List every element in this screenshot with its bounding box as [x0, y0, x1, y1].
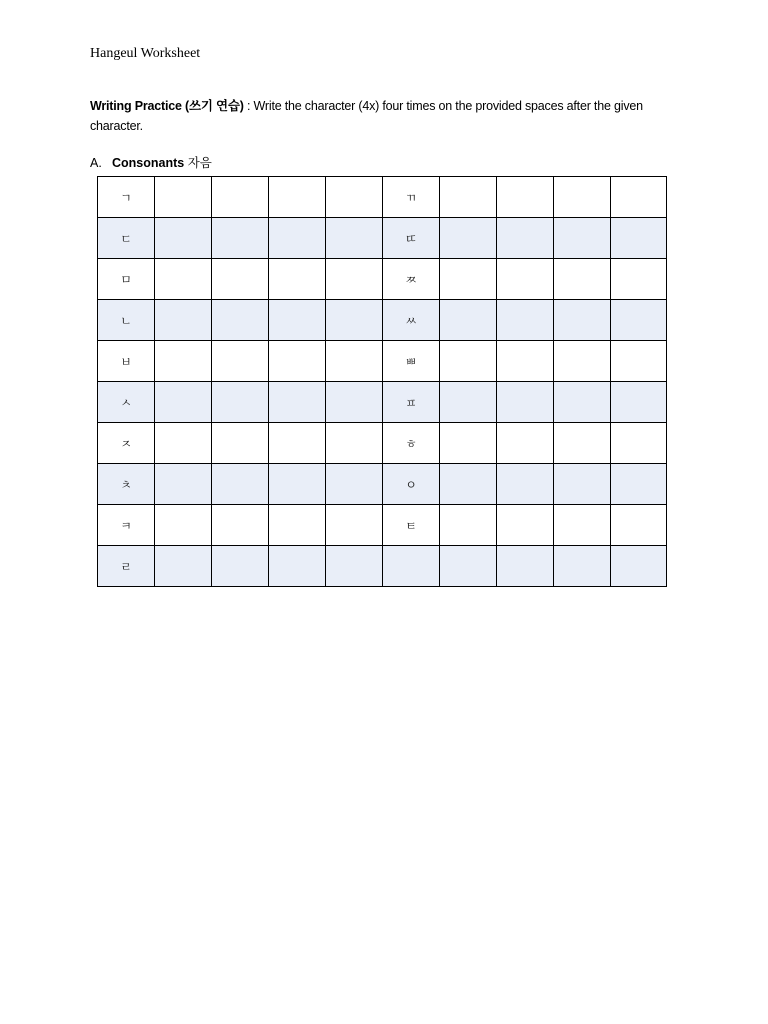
grid-row — [98, 341, 667, 382]
practice-cell[interactable] — [611, 505, 667, 546]
practice-cell[interactable] — [440, 300, 497, 341]
given-character-cell: ㅍ — [383, 382, 440, 423]
practice-cell[interactable] — [497, 546, 554, 587]
grid-row — [98, 300, 667, 341]
practice-cell[interactable] — [212, 300, 269, 341]
grid-row — [98, 423, 667, 464]
section-letter: A. — [90, 156, 102, 170]
practice-cell[interactable] — [611, 423, 667, 464]
practice-cell[interactable] — [155, 341, 212, 382]
section-heading — [90, 154, 212, 172]
practice-cell[interactable] — [155, 423, 212, 464]
practice-cell[interactable] — [554, 341, 611, 382]
given-character-cell: ㅉ — [383, 259, 440, 300]
practice-cell[interactable] — [440, 505, 497, 546]
practice-cell[interactable] — [611, 341, 667, 382]
practice-cell[interactable] — [611, 464, 667, 505]
practice-cell[interactable] — [440, 423, 497, 464]
practice-cell[interactable] — [497, 382, 554, 423]
given-character-cell: ㅎ — [383, 423, 440, 464]
practice-cell[interactable] — [554, 218, 611, 259]
grid-row — [98, 259, 667, 300]
given-character-cell: ㄸ — [383, 218, 440, 259]
practice-cell[interactable] — [497, 464, 554, 505]
practice-cell[interactable] — [269, 382, 326, 423]
practice-cell[interactable] — [611, 177, 667, 218]
given-character-cell: ㅋ — [98, 505, 155, 546]
practice-cell[interactable] — [269, 341, 326, 382]
practice-cell[interactable] — [155, 382, 212, 423]
grid-row — [98, 464, 667, 505]
given-character-cell: ㄲ — [383, 177, 440, 218]
practice-cell[interactable] — [611, 259, 667, 300]
practice-cell[interactable] — [155, 177, 212, 218]
practice-cell[interactable] — [554, 546, 611, 587]
practice-cell[interactable] — [611, 218, 667, 259]
practice-cell[interactable] — [611, 546, 667, 587]
practice-cell[interactable] — [326, 341, 383, 382]
grid-row — [98, 546, 667, 587]
instructions — [90, 96, 690, 136]
section-title: Consonants — [112, 156, 185, 170]
given-character-cell: ㄴ — [98, 300, 155, 341]
practice-cell[interactable] — [497, 177, 554, 218]
practice-cell[interactable] — [497, 423, 554, 464]
practice-cell[interactable] — [326, 423, 383, 464]
practice-cell[interactable] — [554, 300, 611, 341]
practice-cell[interactable] — [554, 423, 611, 464]
practice-cell[interactable] — [155, 300, 212, 341]
practice-cell[interactable] — [212, 218, 269, 259]
given-character-cell: ㅈ — [98, 423, 155, 464]
grid-body — [98, 177, 667, 587]
practice-cell[interactable] — [155, 218, 212, 259]
practice-cell[interactable] — [212, 546, 269, 587]
practice-cell[interactable] — [497, 218, 554, 259]
practice-cell[interactable] — [155, 259, 212, 300]
practice-cell[interactable] — [497, 505, 554, 546]
practice-cell[interactable] — [440, 218, 497, 259]
given-character-cell: ㄷ — [98, 218, 155, 259]
practice-cell[interactable] — [155, 464, 212, 505]
practice-cell[interactable] — [611, 300, 667, 341]
practice-cell[interactable] — [155, 546, 212, 587]
practice-cell[interactable] — [155, 505, 212, 546]
practice-cell[interactable] — [326, 382, 383, 423]
given-character-cell — [383, 546, 440, 587]
practice-cell[interactable] — [440, 259, 497, 300]
grid-row — [98, 177, 667, 218]
instructions-lead: Writing Practice (쓰기 연습) — [90, 99, 244, 113]
practice-cell[interactable] — [212, 259, 269, 300]
practice-cell[interactable] — [326, 300, 383, 341]
practice-cell[interactable] — [611, 382, 667, 423]
practice-cell[interactable] — [554, 464, 611, 505]
practice-cell[interactable] — [497, 341, 554, 382]
grid-row — [98, 218, 667, 259]
given-character-cell: ㅆ — [383, 300, 440, 341]
practice-cell[interactable] — [269, 218, 326, 259]
practice-cell[interactable] — [554, 505, 611, 546]
practice-cell[interactable] — [269, 546, 326, 587]
given-character-cell: ㅊ — [98, 464, 155, 505]
practice-cell[interactable] — [497, 259, 554, 300]
practice-cell[interactable] — [440, 546, 497, 587]
practice-cell[interactable] — [212, 382, 269, 423]
practice-cell[interactable] — [554, 259, 611, 300]
given-character-cell: ㅃ — [383, 341, 440, 382]
worksheet-header: Hangeul Worksheet — [90, 46, 201, 61]
given-character-cell: ㅁ — [98, 259, 155, 300]
practice-cell[interactable] — [326, 218, 383, 259]
practice-cell[interactable] — [269, 464, 326, 505]
instructions-text: : Write the character (4x) four times on the provided spaces after the given character. — [90, 99, 643, 133]
practice-cell[interactable] — [212, 505, 269, 546]
practice-cell[interactable] — [440, 464, 497, 505]
practice-cell[interactable] — [212, 341, 269, 382]
given-character-cell: ㅅ — [98, 382, 155, 423]
practice-cell[interactable] — [326, 505, 383, 546]
given-character-cell: ㄹ — [98, 546, 155, 587]
section-korean: 자음 — [187, 156, 212, 170]
practice-cell[interactable] — [269, 505, 326, 546]
practice-cell[interactable] — [554, 177, 611, 218]
practice-cell[interactable] — [326, 546, 383, 587]
practice-cell[interactable] — [269, 177, 326, 218]
consonant-practice-grid — [97, 176, 667, 587]
practice-cell[interactable] — [326, 259, 383, 300]
practice-cell[interactable] — [326, 177, 383, 218]
grid-row — [98, 382, 667, 423]
practice-cell[interactable] — [212, 177, 269, 218]
practice-cell[interactable] — [212, 464, 269, 505]
practice-cell[interactable] — [269, 423, 326, 464]
given-character-cell: ㄱ — [98, 177, 155, 218]
practice-cell[interactable] — [554, 382, 611, 423]
practice-cell[interactable] — [212, 423, 269, 464]
given-character-cell: ㅌ — [383, 505, 440, 546]
given-character-cell: ㅂ — [98, 341, 155, 382]
practice-cell[interactable] — [440, 177, 497, 218]
practice-cell[interactable] — [269, 259, 326, 300]
practice-cell[interactable] — [326, 464, 383, 505]
grid-row — [98, 505, 667, 546]
practice-cell[interactable] — [269, 300, 326, 341]
given-character-cell: ㅇ — [383, 464, 440, 505]
practice-cell[interactable] — [440, 382, 497, 423]
practice-cell[interactable] — [497, 300, 554, 341]
practice-cell[interactable] — [440, 341, 497, 382]
